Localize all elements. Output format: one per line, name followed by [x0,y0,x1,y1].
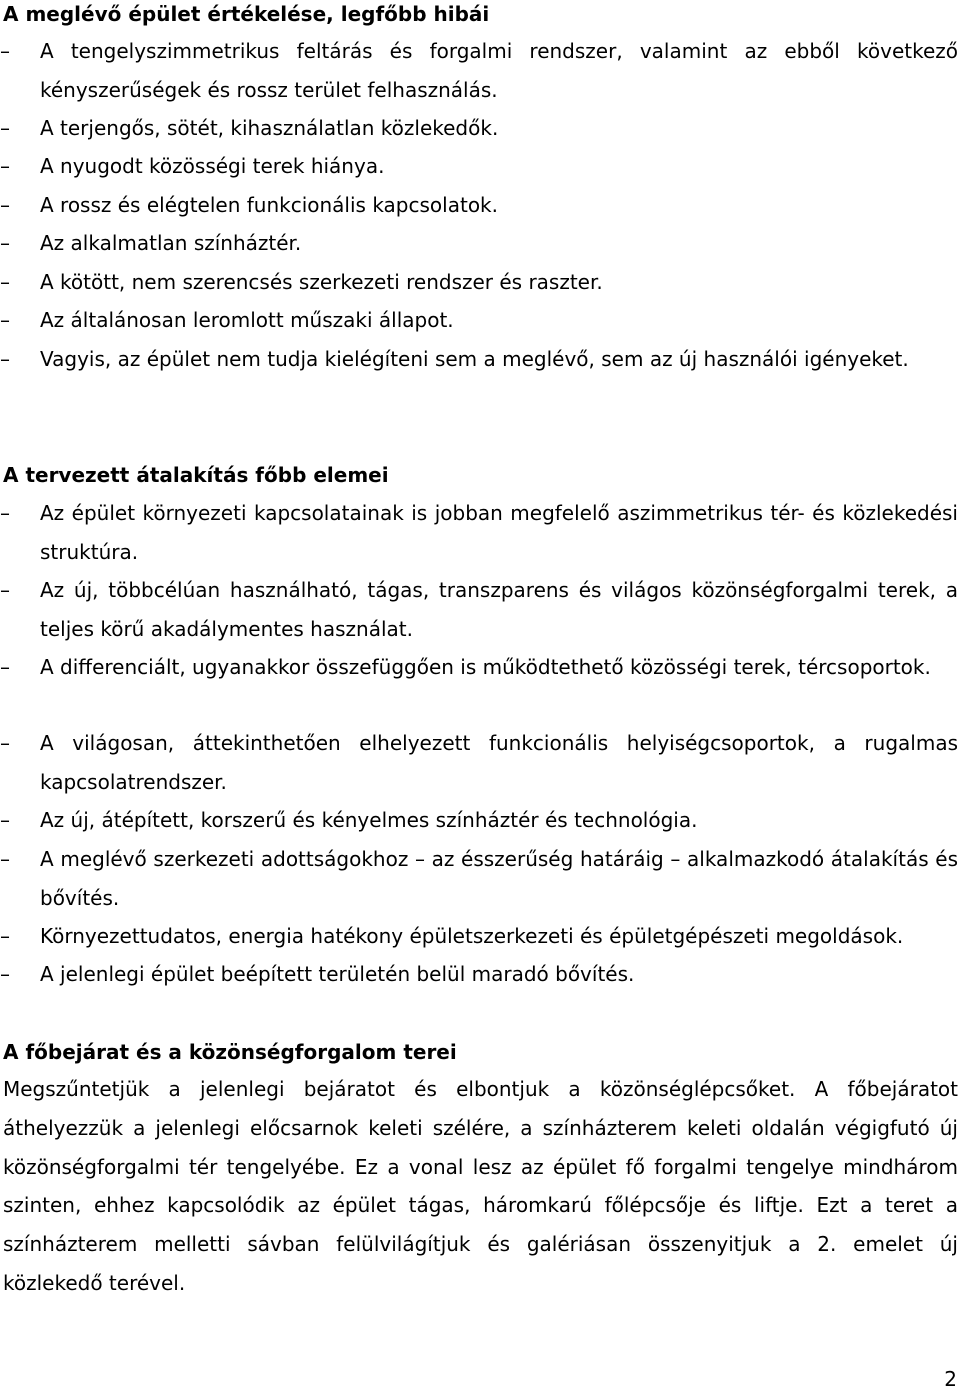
dash-bullet: – [0,962,10,986]
dash-bullet: – [0,39,10,63]
dash-bullet: – [0,578,10,602]
list-item [0,263,958,302]
list-item [0,724,958,801]
list-item-text: Az alkalmatlan színháztér. [40,231,302,255]
dash-bullet: – [0,270,10,294]
list-item [0,801,958,840]
dash-bullet: – [0,655,10,679]
list-item-text: Vagyis, az épület nem tudja kielégíteni sem a meglévő, sem az új használói igényeket. [40,347,909,371]
dash-bullet: – [0,808,10,832]
list-item-text: Az épület környezeti kapcsolatainak is jobban megfelelő aszimmetrikus tér- és közlekedési struktúra. [40,501,958,564]
dash-bullet: – [0,501,10,525]
list-item [0,494,958,571]
list-item [0,301,958,340]
list-item [0,955,958,994]
dash-bullet: – [0,154,10,178]
list-item [0,109,958,148]
dash-bullet: – [0,847,10,871]
dash-bullet: – [0,347,10,371]
list-item-text: A rossz és elégtelen funkcionális kapcsolatok. [40,193,498,217]
body-paragraph: Megszűntetjük a jelenlegi bejáratot és elbontjuk a közönséglépcsőket. A főbejáratot áthelyezzük a jelenlegi előcsarnok keleti szélére, a színházterem keleti oldalán végigfutó új közönségforgalmi tér tengelyébe. Ez a vonal lesz az épület fő forgalmi tengelye mindhárom szinten, ehhez kapcsolódik az épület tágas, háromkarú főlépcsője és liftje. Ezt a teret a színházterem melletti sávban felülvilágítjuk és galériásan összenyitjuk a 2. emelet új közlekedő terével. [3,1077,958,1295]
dash-bullet: – [0,731,10,755]
list-item [0,147,958,186]
list-item-text: A differenciált, ugyanakkor összefüggően is működtethető közösségi terek, tércsoportok. [40,655,931,679]
list-item [0,186,958,225]
list-item [0,571,958,648]
section-heading-main-entrance: A főbejárat és a közönségforgalom terei [3,1040,457,1064]
list-item-text: A kötött, nem szerencsés szerkezeti rendszer és raszter. [40,270,603,294]
list-item-text: Az új, többcélúan használható, tágas, transzparens és világos közönségforgalmi terek, a teljes körű akadálymentes használat. [40,578,958,641]
section-heading-evaluation: A meglévő épület értékelése, legfőbb hibái [3,2,490,26]
list-item-text: Az általánosan leromlott műszaki állapot. [40,308,454,332]
dash-bullet: – [0,308,10,332]
list-item-text: A terjengős, sötét, kihasználatlan közlekedők. [40,116,499,140]
list-item-text: A világosan, áttekinthetően elhelyezett funkcionális helyiségcsoportok, a rugalmas kapcsolatrendszer. [40,731,958,794]
section-heading-planned-changes: A tervezett átalakítás főbb elemei [3,463,389,487]
list-item-text: A nyugodt közösségi terek hiánya. [40,154,385,178]
list-item [0,840,958,917]
list-item [0,32,958,109]
list-item [0,224,958,263]
page-number: 2 [944,1367,957,1391]
list-item [0,340,958,379]
dash-bullet: – [0,193,10,217]
dash-bullet: – [0,231,10,255]
dash-bullet: – [0,116,10,140]
list-item-text: Az új, átépített, korszerű és kényelmes színháztér és technológia. [40,808,698,832]
list-item-text: A jelenlegi épület beépített területén belül maradó bővítés. [40,962,635,986]
list-item-text: A tengelyszimmetrikus feltárás és forgalmi rendszer, valamint az ebből következő kényszerűségek és rossz terület felhasználás. [40,39,958,102]
list-item [0,648,958,687]
list-item-text: Környezettudatos, energia hatékony épületszerkezeti és épületgépészeti megoldások. [40,924,904,948]
list-item-text: A meglévő szerkezeti adottságokhoz – az ésszerűség határáig – alkalmazkodó átalakítás és bővítés. [40,847,958,910]
dash-bullet: – [0,924,10,948]
list-item [0,917,958,956]
